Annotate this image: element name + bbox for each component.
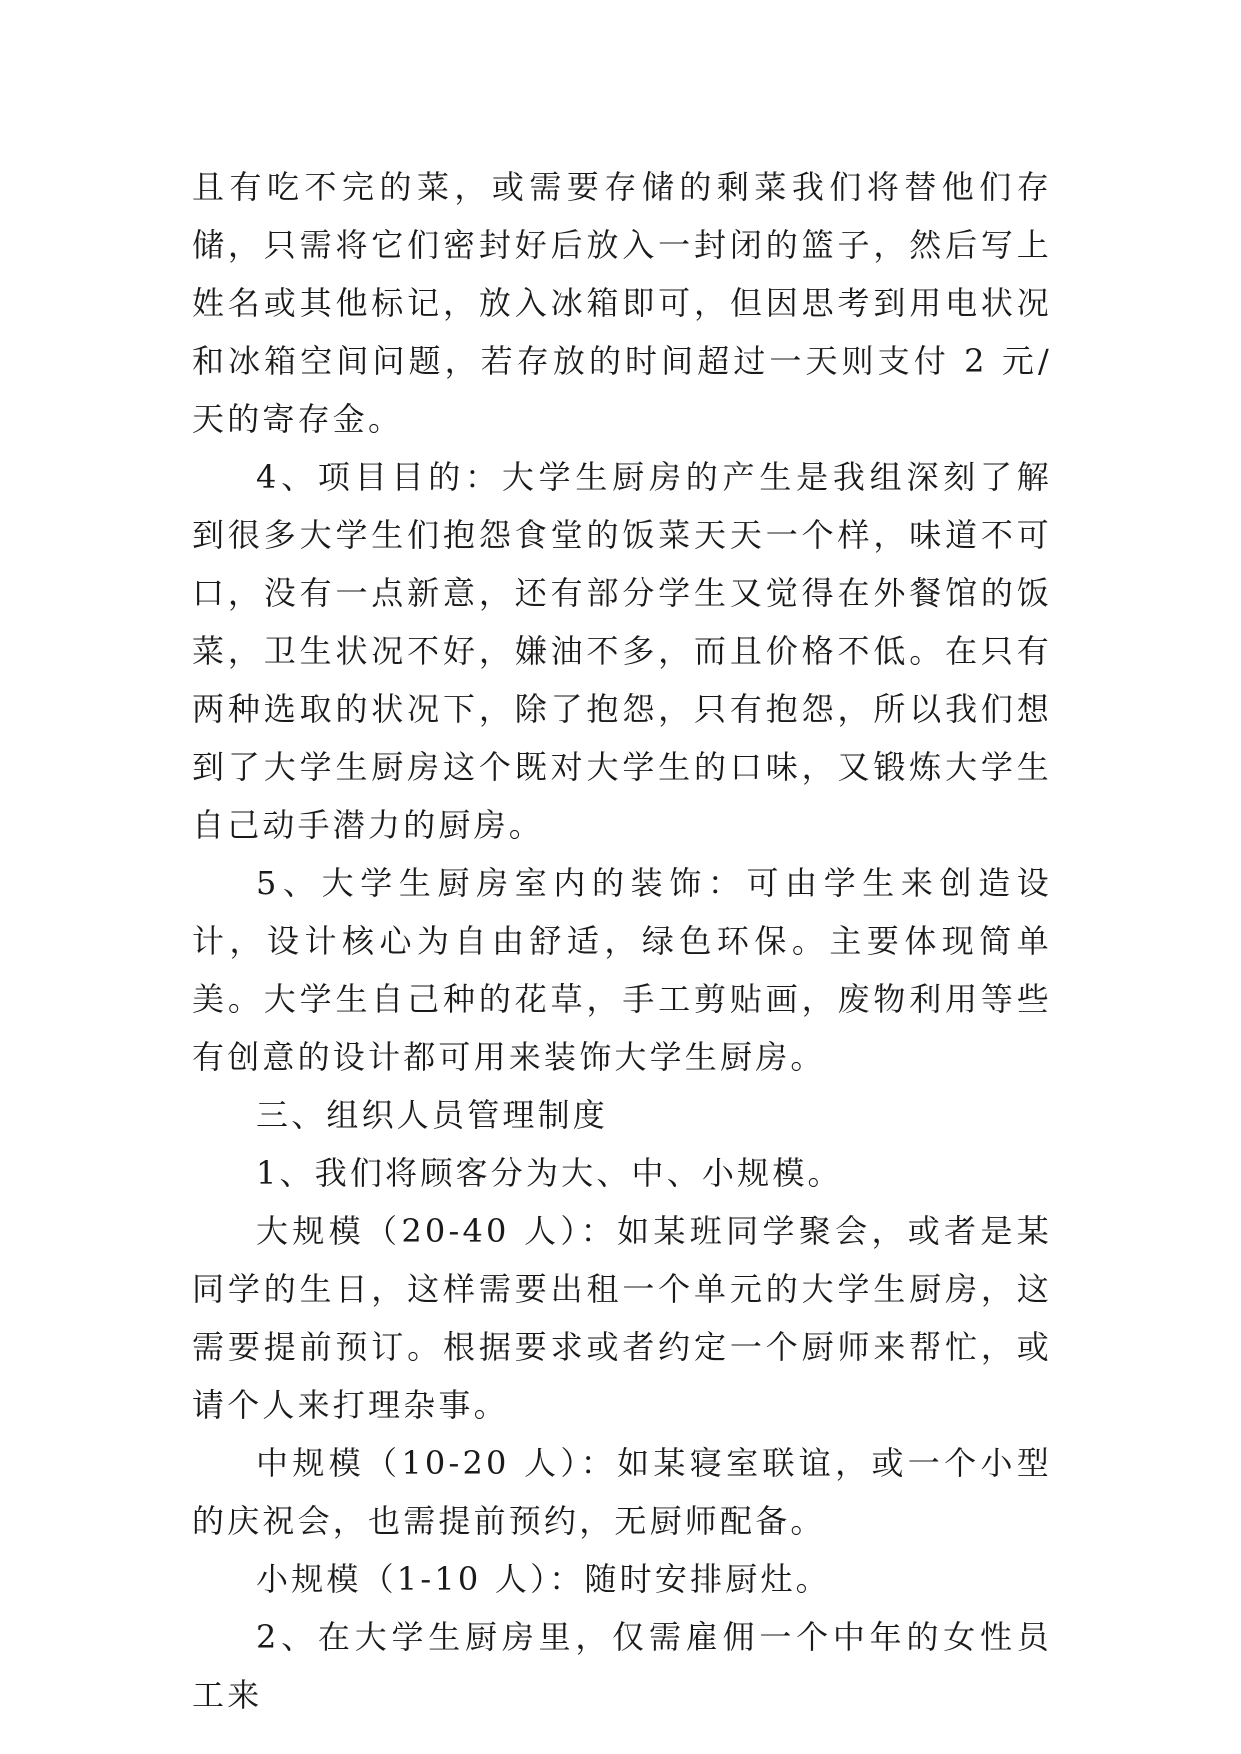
paragraph-customer-scale: 1、我们将顾客分为大、中、小规模。: [256, 1154, 843, 1192]
paragraph-medium-scale: 中规模（10-20 人）：如某寝室联谊，或一个小型的庆祝会，也需提前预约，无厨师配备。: [192, 1444, 1052, 1540]
paragraph-storage: 且有吃不完的菜，或需要存储的剩菜我们将替他们存储，只需将它们密封好后放入一封闭的篮子，然后写上姓名或其他标记，放入冰箱即可，但因思考到用电状况和冰箱空间问题，若存放的时间超过一天则支付 2 元/天的寄存金。: [192, 168, 1052, 438]
section-heading-personnel-management: 三、组织人员管理制度: [256, 1096, 609, 1134]
paragraph-small-scale: 小规模（1-10 人）：随时安排厨灶。: [256, 1560, 831, 1598]
paragraph-interior-decoration: 5、大学生厨房室内的装饰：可由学生来创造设计，设计核心为自由舒适，绿色环保。主要体现简单美。大学生自己种的花草，手工剪贴画，废物利用等些有创意的设计都可用来装饰大学生厨房。: [192, 864, 1052, 1076]
paragraph-large-scale: 大规模（20-40 人）：如某班同学聚会，或者是某同学的生日，这样需要出租一个单元的大学生厨房，这需要提前预订。根据要求或者约定一个厨师来帮忙，或请个人来打理杂事。: [192, 1212, 1052, 1424]
document-body: [192, 158, 1052, 1724]
paragraph-staffing: 2、在大学生厨房里，仅需雇佣一个中年的女性员工来: [192, 1618, 1052, 1714]
paragraph-project-purpose: 4、项目目的：大学生厨房的产生是我组深刻了解到很多大学生们抱怨食堂的饭菜天天一个样，味道不可口，没有一点新意，还有部分学生又觉得在外餐馆的饭菜，卫生状况不好，嫌油不多，而且价格不低。在只有两种选取的状况下，除了抱怨，只有抱怨，所以我们想到了大学生厨房这个既对大学生的口味，又锻炼大学生自己动手潜力的厨房。: [192, 458, 1052, 844]
